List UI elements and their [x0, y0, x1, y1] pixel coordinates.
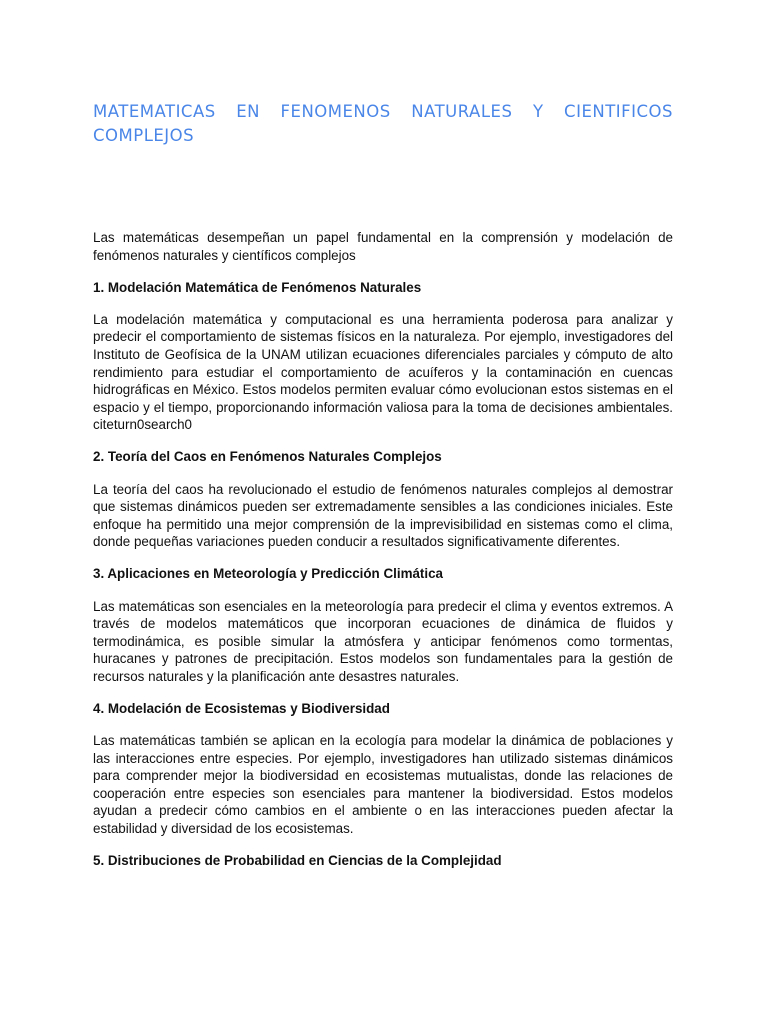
section-5-heading: 5. Distribuciones de Probabilidad en Ciencias de la Complejidad	[93, 853, 502, 869]
section-1-heading: 1. Modelación Matemática de Fenómenos Naturales	[93, 279, 422, 295]
document-body	[93, 229, 673, 870]
section-2-paragraph: La teoría del caos ha revolucionado el estudio de fenómenos naturales complejos al demostrar que sistemas dinámicos pueden ser extremadamente sensibles a las condiciones iniciales. Este enfoque ha permitido una mejor comprensión de la imprevisibilidad en sistemas como el clima, donde pequeñas variaciones pueden conducir a resultados significativamente diferentes.	[93, 481, 673, 550]
section-1-paragraph: La modelación matemática y computacional es una herramienta poderosa para analizar y predecir el comportamiento de sistemas físicos en la naturaleza. Por ejemplo, investigadores del Instituto de Geofísica de la UNAM utilizan ecuaciones diferenciales parciales y cómputo de alto rendimiento para estudiar el comportamiento de acuíferos y la contaminación en cuencas hidrográficas en México. Estos modelos permiten evaluar cómo evolucionan estos sistemas en el espacio y el tiempo, proporcionando información valiosa para la toma de decisiones ambientales. citeturn0search0	[93, 311, 673, 433]
section-4-heading: 4. Modelación de Ecosistemas y Biodiversidad	[93, 700, 390, 716]
section-3-heading: 3. Aplicaciones en Meteorología y Predicción Climática	[93, 566, 444, 582]
section-4-paragraph: Las matemáticas también se aplican en la ecología para modelar la dinámica de poblaciones y las interacciones entre especies. Por ejemplo, investigadores han utilizado sistemas dinámicos para comprender mejor la biodiversidad en ecosistemas mutualistas, donde las relaciones de cooperación entre especies son esenciales para mantener la biodiversidad. Estos modelos ayudan a predecir cómo cambios en el ambiente o en las interacciones pueden afectar la estabilidad y diversidad de los ecosistemas.	[93, 733, 673, 837]
document-page	[93, 0, 673, 1024]
document-title: MATEMATICAS EN FENOMENOS NATURALES Y CIENTIFICOS COMPLEJOS	[93, 102, 673, 145]
section-2-heading: 2. Teoría del Caos en Fenómenos Naturales Complejos	[93, 449, 442, 465]
section-3-paragraph: Las matemáticas son esenciales en la meteorología para predecir el clima y eventos extremos. A través de modelos matemáticos que incorporan ecuaciones de dinámica de fluidos y termodinámica, es posible simular la atmósfera y anticipar fenómenos como tormentas, huracanes y patrones de precipitación. Estos modelos son fundamentales para la gestión de recursos naturales y la planificación ante desastres naturales.	[93, 598, 673, 684]
intro-paragraph: Las matemáticas desempeñan un papel fundamental en la comprensión y modelación de fenómenos naturales y científicos complejos	[93, 230, 673, 263]
